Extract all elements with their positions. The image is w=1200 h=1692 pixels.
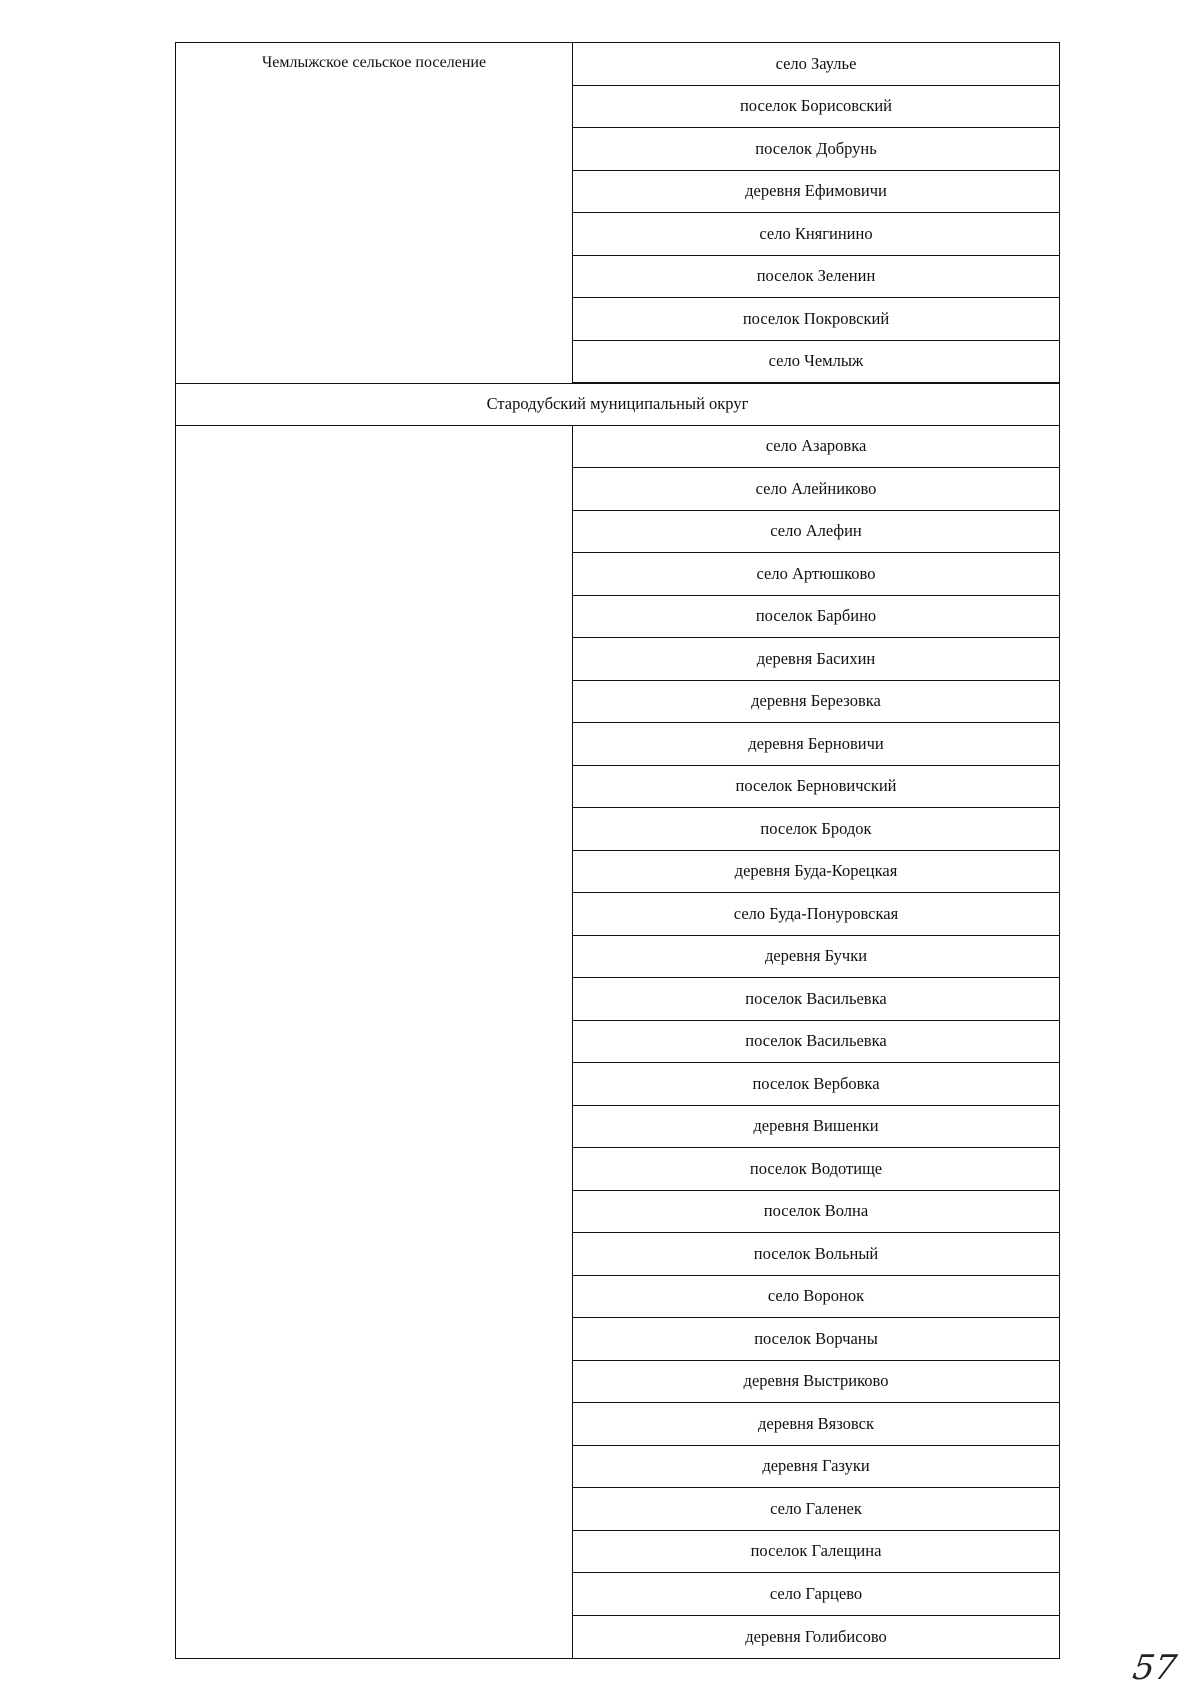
locality-cell: поселок Зеленин [573,256,1059,299]
settlements-table [175,42,1060,1659]
locality-cell: поселок Добрунь [573,128,1059,171]
locality-cell: деревня Березовка [573,681,1059,724]
locality-cell: село Алейниково [573,468,1059,511]
district-empty-cell [176,426,573,1659]
locality-cell: село Гарцево [573,1573,1059,1616]
locality-cell: деревня Голибисово [745,1626,887,1646]
locality-cell: деревня Выстриково [573,1361,1059,1404]
locality-cell: село Артюшково [573,553,1059,596]
locality-cell: поселок Васильевка [573,1021,1059,1064]
locality-cell: село Воронок [573,1276,1059,1319]
locality-cell: поселок Галещина [573,1531,1059,1574]
locality-cell: деревня Газуки [573,1446,1059,1489]
locality-cell: село Буда-Понуровская [573,893,1059,936]
locality-cell: поселок Бродок [573,808,1059,851]
locality-cell: поселок Ворчаны [573,1318,1059,1361]
locality-cell: село Алефин [573,511,1059,554]
locality-cell: поселок Волна [573,1191,1059,1234]
locality-cell: поселок Покровский [573,298,1059,341]
locality-cell: поселок Водотище [573,1148,1059,1191]
locality-cell: поселок Борисовский [573,86,1059,129]
locality-cell: поселок Вербовка [573,1063,1059,1106]
locality-cell: село Чемлыж [573,341,1059,384]
settlement-localities-list [573,43,1059,383]
settlement-name-cell: Чемлыжское сельское поселение [176,43,573,383]
locality-cell: деревня Бучки [573,936,1059,979]
page-number: 57 [1130,1648,1180,1688]
locality-cell: село Галенек [573,1488,1059,1531]
locality-cell: село Княгинино [573,213,1059,256]
locality-cell: село Заулье [573,43,1059,86]
locality-cell: поселок Берновичский [573,766,1059,809]
locality-cell: поселок Вольный [573,1233,1059,1276]
locality-cell: деревня Буда-Корецкая [573,851,1059,894]
locality-cell: деревня Берновичи [573,723,1059,766]
locality-cell: поселок Васильевка [573,978,1059,1021]
locality-cell: поселок Барбино [573,596,1059,639]
locality-cell: деревня Басихин [573,638,1059,681]
locality-cell: деревня Вязовск [573,1403,1059,1446]
locality-cell: деревня Вишенки [573,1106,1059,1149]
district-localities-list [573,426,1059,1659]
settlement-section [176,43,1059,383]
locality-cell: деревня Ефимовичи [573,171,1059,214]
locality-cell: село Азаровка [573,426,1059,469]
district-section [176,426,1059,1659]
district-name-row: Стародубский муниципальный округ [176,383,1059,426]
